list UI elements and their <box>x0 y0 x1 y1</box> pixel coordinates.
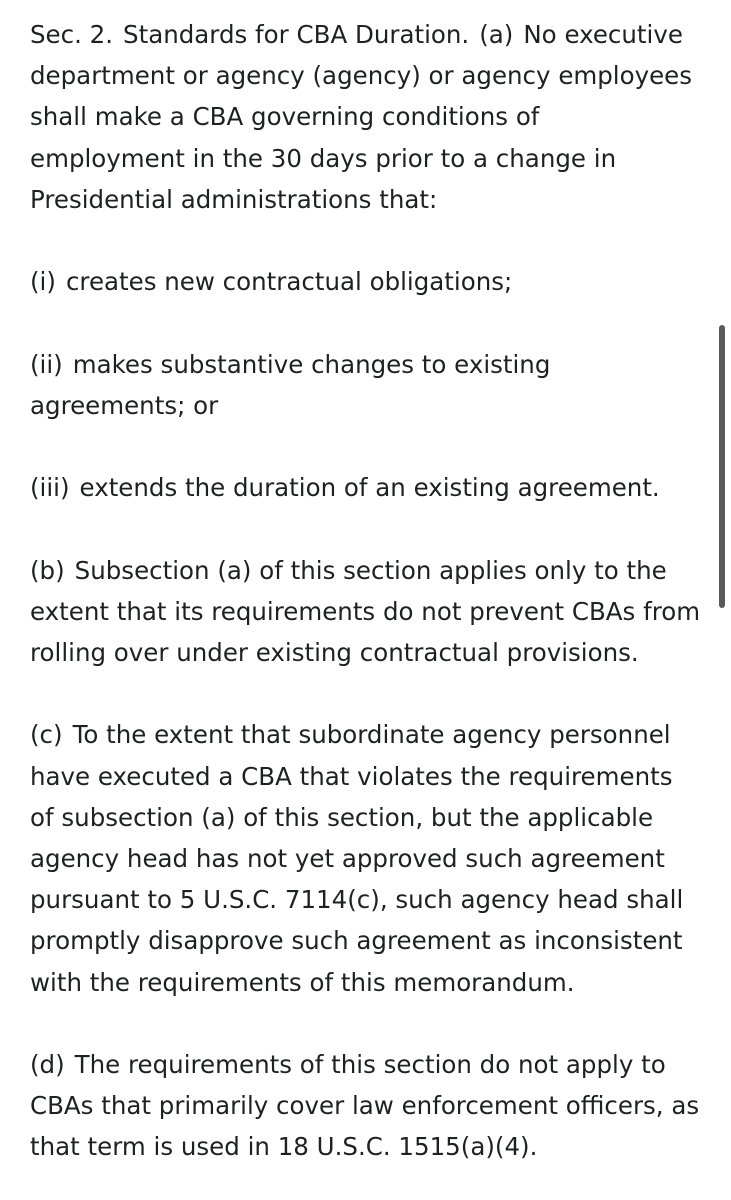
paragraph-iii <box>30 467 702 508</box>
paragraph-label: (b) <box>30 555 65 585</box>
section-heading: Standards for CBA Duration. <box>123 20 470 49</box>
paragraph-text: No executive department or agency (agency) or agency employees shall make a CBA governing conditions of employment in the 30 days prior to a change in Presidential administrations that: <box>30 20 693 214</box>
paragraph-ii <box>30 344 702 426</box>
paragraph-text: The requirements of this section do not apply to CBAs that primarily cover law enforcement officers, as that term is used in 18 U.S.C. 1515(a)(4). <box>30 1049 700 1162</box>
scrollbar-thumb[interactable] <box>719 325 725 608</box>
paragraph-label: (d) <box>30 1049 65 1079</box>
paragraph-text: To the extent that subordinate agency personnel have executed a CBA that violates the requirements of subsection (a) of this section, but the applicable agency head has not yet approved such agreement pursuant to 5 U.S.C. 7114(c), such agency head shall promptly disapprove such agreement as inconsistent with the requirements of this memorandum. <box>30 720 684 997</box>
paragraph-i <box>30 261 702 302</box>
paragraph-label: (a) <box>479 20 514 49</box>
paragraph-label: (ii) <box>30 349 63 379</box>
paragraph-text: extends the duration of an existing agreement. <box>79 473 660 503</box>
section-number: Sec. 2. <box>30 20 114 49</box>
paragraph-text: Subsection (a) of this section applies only to the extent that its requirements do not prevent CBAs from rolling over under existing contractual provisions. <box>30 555 701 667</box>
paragraph-text: makes substantive changes to existing agreements; or <box>30 349 551 420</box>
paragraph-sec2-a <box>30 14 702 220</box>
paragraph-label: (i) <box>30 267 56 297</box>
paragraph-text: creates new contractual obligations; <box>65 267 513 297</box>
document-body <box>30 14 702 1168</box>
paragraph-d <box>30 1044 702 1168</box>
paragraph-b <box>30 550 702 674</box>
paragraph-label: (iii) <box>30 473 70 503</box>
paragraph-label: (c) <box>30 720 63 750</box>
paragraph-c <box>30 714 702 1002</box>
